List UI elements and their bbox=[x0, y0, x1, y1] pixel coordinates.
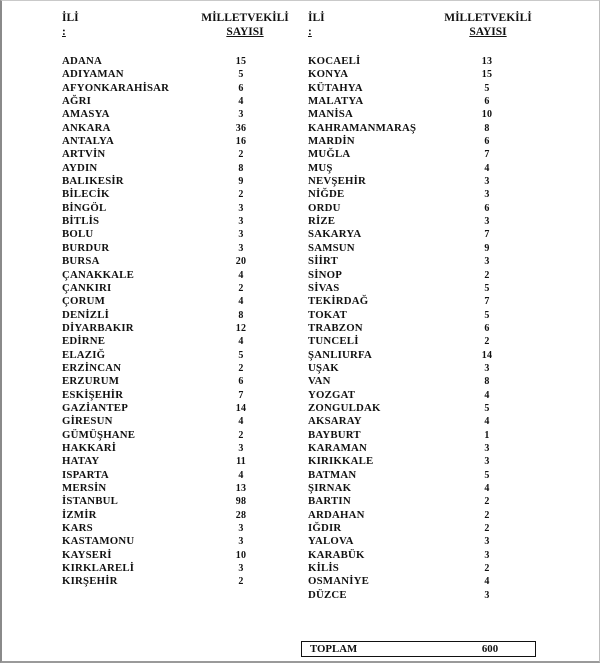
province-row bbox=[62, 402, 262, 415]
deputy-count: 3 bbox=[484, 216, 490, 228]
province-row bbox=[62, 135, 262, 148]
deputy-count: 4 bbox=[238, 269, 244, 281]
deputy-count: 4 bbox=[238, 296, 244, 308]
province-row bbox=[308, 429, 508, 442]
province-name: AYDIN bbox=[62, 161, 98, 174]
province-row bbox=[62, 429, 262, 442]
province-name: SAKARYA bbox=[308, 228, 362, 241]
deputy-count: 2 bbox=[238, 576, 244, 588]
province-row bbox=[62, 522, 262, 535]
province-row bbox=[62, 495, 262, 508]
province-name: GİRESUN bbox=[62, 415, 113, 428]
province-row bbox=[62, 389, 262, 402]
deputy-count: 4 bbox=[238, 96, 244, 108]
province-row bbox=[62, 509, 262, 522]
province-row bbox=[308, 55, 508, 68]
province-row bbox=[62, 215, 262, 228]
deputy-count: 11 bbox=[236, 456, 246, 468]
deputy-count: 6 bbox=[484, 96, 490, 108]
right-province-list bbox=[308, 55, 508, 602]
deputy-count: 9 bbox=[238, 176, 244, 188]
deputy-count: 3 bbox=[484, 589, 490, 601]
deputy-count: 2 bbox=[238, 429, 244, 441]
province-row bbox=[62, 482, 262, 495]
province-name: ADANA bbox=[62, 55, 102, 67]
province-name: TUNCELİ bbox=[308, 335, 359, 348]
deputy-count: 2 bbox=[484, 336, 490, 348]
deputy-count: 16 bbox=[235, 136, 247, 148]
province-row bbox=[308, 68, 508, 81]
province-name: ANKARA bbox=[62, 121, 111, 134]
deputy-count: 3 bbox=[484, 536, 490, 548]
province-row bbox=[308, 202, 508, 215]
total-box bbox=[301, 641, 536, 657]
province-row bbox=[62, 295, 262, 308]
province-name: MANİSA bbox=[308, 108, 353, 121]
province-name: BALIKESİR bbox=[62, 175, 124, 188]
province-row bbox=[308, 402, 508, 415]
province-name: SAMSUN bbox=[308, 241, 355, 254]
province-name: IĞDIR bbox=[308, 522, 342, 535]
province-name: KİLİS bbox=[308, 562, 340, 575]
deputy-count: 5 bbox=[484, 82, 490, 94]
province-name: VAN bbox=[308, 375, 331, 388]
province-row bbox=[62, 375, 262, 388]
province-row bbox=[308, 495, 508, 508]
province-name: ÇORUM bbox=[62, 295, 105, 308]
deputy-count: 10 bbox=[235, 549, 247, 561]
province-row bbox=[62, 55, 262, 68]
province-row bbox=[62, 95, 262, 108]
deputy-count: 4 bbox=[484, 416, 490, 428]
province-name: ELAZIĞ bbox=[62, 348, 106, 361]
deputy-count: 5 bbox=[484, 282, 490, 294]
province-name: HAKKARİ bbox=[62, 441, 117, 454]
province-name: ADIYAMAN bbox=[62, 68, 124, 81]
deputy-count: 3 bbox=[484, 549, 490, 561]
province-name: İZMİR bbox=[62, 508, 97, 521]
province-row bbox=[62, 575, 262, 588]
left-il-header bbox=[62, 11, 79, 39]
deputy-count: 14 bbox=[235, 402, 247, 414]
deputy-count: 3 bbox=[484, 256, 490, 268]
province-name: AĞRI bbox=[62, 95, 91, 108]
province-row bbox=[308, 108, 508, 121]
province-row bbox=[308, 509, 508, 522]
province-name: OSMANİYE bbox=[308, 575, 369, 588]
province-row bbox=[308, 188, 508, 201]
province-name: BOLU bbox=[62, 228, 94, 241]
province-name: BURSA bbox=[62, 255, 100, 268]
left-il-colon: : bbox=[62, 26, 66, 38]
province-row bbox=[308, 375, 508, 388]
province-name: NEVŞEHİR bbox=[308, 175, 366, 188]
province-row bbox=[308, 522, 508, 535]
deputy-count: 4 bbox=[238, 469, 244, 481]
province-name: KIRKLARELİ bbox=[62, 562, 135, 575]
province-name: KÜTAHYA bbox=[308, 81, 363, 94]
deputy-count: 5 bbox=[484, 469, 490, 481]
deputy-count: 6 bbox=[238, 376, 244, 388]
deputy-count: 3 bbox=[484, 189, 490, 201]
province-name: AFYONKARAHİSAR bbox=[62, 81, 170, 94]
province-name: ZONGULDAK bbox=[308, 401, 381, 414]
province-name: SİNOP bbox=[308, 268, 342, 281]
deputy-count: 15 bbox=[235, 56, 247, 67]
province-name: ARDAHAN bbox=[308, 508, 365, 521]
province-name: KOCAELİ bbox=[308, 55, 361, 67]
deputy-count: 2 bbox=[484, 496, 490, 508]
province-row bbox=[62, 228, 262, 241]
deputy-count: 3 bbox=[484, 362, 490, 374]
deputy-count: 3 bbox=[238, 242, 244, 254]
deputy-count: 5 bbox=[484, 402, 490, 414]
province-name: ARTVİN bbox=[62, 148, 106, 161]
deputy-count: 7 bbox=[484, 229, 490, 241]
province-name: UŞAK bbox=[308, 361, 339, 374]
province-row bbox=[62, 162, 262, 175]
province-name: MUĞLA bbox=[308, 148, 351, 161]
province-name: TOKAT bbox=[308, 308, 347, 321]
province-name: TRABZON bbox=[308, 321, 363, 334]
deputy-count: 7 bbox=[238, 389, 244, 401]
province-name: SİİRT bbox=[308, 255, 339, 268]
province-row bbox=[308, 415, 508, 428]
province-row bbox=[308, 135, 508, 148]
province-name: AMASYA bbox=[62, 108, 110, 121]
province-name: GAZİANTEP bbox=[62, 401, 128, 414]
deputy-count: 8 bbox=[238, 162, 244, 174]
province-row bbox=[308, 148, 508, 161]
deputy-count: 3 bbox=[484, 456, 490, 468]
province-name: DİYARBAKIR bbox=[62, 321, 134, 334]
province-name: BAYBURT bbox=[308, 428, 361, 441]
province-name: BİTLİS bbox=[62, 215, 100, 228]
province-name: KAYSERİ bbox=[62, 548, 112, 561]
province-row bbox=[62, 309, 262, 322]
province-row bbox=[62, 242, 262, 255]
province-name: ŞANLIURFA bbox=[308, 348, 372, 361]
province-name: ERZURUM bbox=[62, 375, 120, 388]
deputy-count: 6 bbox=[238, 82, 244, 94]
deputy-count: 5 bbox=[238, 349, 244, 361]
province-row bbox=[308, 362, 508, 375]
province-name: KAHRAMANMARAŞ bbox=[308, 121, 417, 134]
province-name: KONYA bbox=[308, 68, 349, 81]
right-count-label-2: SAYISI bbox=[469, 26, 507, 38]
province-name: YOZGAT bbox=[308, 388, 356, 401]
province-name: BATMAN bbox=[308, 468, 357, 481]
province-row bbox=[62, 335, 262, 348]
deputy-count: 3 bbox=[238, 109, 244, 121]
province-name: ERZİNCAN bbox=[62, 361, 122, 374]
province-name: DENİZLİ bbox=[62, 308, 110, 321]
deputy-count: 9 bbox=[484, 242, 490, 254]
province-name: KASTAMONU bbox=[62, 535, 135, 548]
province-name: EDİRNE bbox=[62, 335, 106, 348]
deputy-count: 3 bbox=[238, 536, 244, 548]
deputy-count: 5 bbox=[238, 69, 244, 81]
province-row bbox=[308, 575, 508, 588]
province-row bbox=[62, 108, 262, 121]
province-row bbox=[308, 122, 508, 135]
province-row bbox=[308, 309, 508, 322]
province-name: YALOVA bbox=[308, 535, 354, 548]
province-row bbox=[62, 269, 262, 282]
province-row bbox=[62, 362, 262, 375]
province-name: ÇANKIRI bbox=[62, 281, 112, 294]
deputy-count: 4 bbox=[484, 576, 490, 588]
province-name: ANTALYA bbox=[62, 135, 115, 148]
deputy-count: 8 bbox=[484, 376, 490, 388]
deputy-count: 28 bbox=[235, 509, 247, 521]
province-name: AKSARAY bbox=[308, 415, 362, 428]
left-province-list bbox=[62, 55, 262, 589]
deputy-count: 2 bbox=[484, 563, 490, 575]
deputy-count: 1 bbox=[484, 429, 490, 441]
province-name: KARAMAN bbox=[308, 441, 367, 454]
province-name: TEKİRDAĞ bbox=[308, 295, 369, 308]
deputy-count: 10 bbox=[481, 109, 493, 121]
deputy-count: 8 bbox=[484, 122, 490, 134]
province-row bbox=[308, 482, 508, 495]
province-name: MERSİN bbox=[62, 482, 107, 494]
province-row bbox=[62, 148, 262, 161]
deputy-count: 4 bbox=[484, 162, 490, 174]
province-row bbox=[62, 282, 262, 295]
province-name: RİZE bbox=[308, 215, 336, 228]
province-name: ISPARTA bbox=[62, 468, 109, 481]
deputy-count: 4 bbox=[238, 336, 244, 348]
province-row bbox=[308, 228, 508, 241]
province-row bbox=[308, 335, 508, 348]
left-il-label: İLİ bbox=[62, 12, 79, 24]
deputy-count: 3 bbox=[238, 563, 244, 575]
province-name: ÇANAKKALE bbox=[62, 268, 134, 281]
province-name: GÜMÜŞHANE bbox=[62, 428, 136, 441]
province-row bbox=[308, 549, 508, 562]
province-name: SİVAS bbox=[308, 281, 340, 294]
province-name: DÜZCE bbox=[308, 588, 347, 601]
province-name: MUŞ bbox=[308, 161, 333, 174]
province-row bbox=[308, 175, 508, 188]
deputy-count: 2 bbox=[238, 282, 244, 294]
province-row bbox=[62, 255, 262, 268]
province-name: HATAY bbox=[62, 455, 100, 468]
province-row bbox=[308, 162, 508, 175]
deputy-count: 3 bbox=[238, 523, 244, 535]
province-name: ESKİŞEHİR bbox=[62, 388, 124, 401]
province-name: KIRIKKALE bbox=[308, 455, 374, 468]
province-row bbox=[62, 68, 262, 81]
deputy-count: 6 bbox=[484, 202, 490, 214]
deputy-count: 12 bbox=[235, 322, 247, 334]
deputy-count: 13 bbox=[235, 483, 247, 494]
deputy-count: 2 bbox=[238, 362, 244, 374]
province-name: İSTANBUL bbox=[62, 495, 119, 508]
province-row bbox=[308, 349, 508, 362]
province-row bbox=[308, 562, 508, 575]
left-count-label-2: SAYISI bbox=[226, 26, 264, 38]
deputy-count: 7 bbox=[484, 296, 490, 308]
province-row bbox=[308, 82, 508, 95]
province-row bbox=[62, 122, 262, 135]
total-label: TOPLAM bbox=[310, 643, 358, 655]
province-row bbox=[62, 549, 262, 562]
province-row bbox=[62, 442, 262, 455]
province-name: BURDUR bbox=[62, 241, 110, 254]
province-row bbox=[308, 255, 508, 268]
province-row bbox=[62, 202, 262, 215]
province-name: MARDİN bbox=[308, 135, 355, 148]
right-count-label-1: MİLLETVEKİLİ bbox=[444, 12, 532, 24]
deputy-count: 2 bbox=[238, 149, 244, 161]
deputy-count: 5 bbox=[484, 309, 490, 321]
deputy-count: 3 bbox=[238, 229, 244, 241]
province-row bbox=[308, 282, 508, 295]
province-name: BİLECİK bbox=[62, 188, 110, 201]
deputy-count: 3 bbox=[238, 442, 244, 454]
deputy-count: 15 bbox=[481, 69, 493, 81]
province-row bbox=[62, 455, 262, 468]
deputy-count: 6 bbox=[484, 322, 490, 334]
province-row bbox=[62, 175, 262, 188]
province-name: KARS bbox=[62, 522, 93, 535]
deputy-count: 3 bbox=[238, 202, 244, 214]
province-name: NİĞDE bbox=[308, 188, 345, 201]
province-name: BİNGÖL bbox=[62, 201, 107, 214]
deputy-count: 3 bbox=[484, 442, 490, 454]
deputy-count: 2 bbox=[238, 189, 244, 201]
deputy-count: 7 bbox=[484, 149, 490, 161]
deputy-count: 2 bbox=[484, 509, 490, 521]
deputy-count: 4 bbox=[484, 483, 490, 494]
right-count-header bbox=[438, 11, 538, 39]
province-row bbox=[62, 562, 262, 575]
province-name: ŞIRNAK bbox=[308, 482, 352, 494]
province-row bbox=[308, 389, 508, 402]
province-name: MALATYA bbox=[308, 95, 364, 108]
province-row bbox=[308, 269, 508, 282]
province-row bbox=[308, 95, 508, 108]
deputy-count: 4 bbox=[238, 416, 244, 428]
right-il-colon: : bbox=[308, 26, 312, 38]
deputy-count: 20 bbox=[235, 256, 247, 268]
deputy-count: 3 bbox=[484, 176, 490, 188]
province-row bbox=[308, 469, 508, 482]
province-row bbox=[308, 455, 508, 468]
province-row bbox=[308, 535, 508, 548]
province-name: BARTIN bbox=[308, 495, 351, 508]
province-row bbox=[308, 242, 508, 255]
deputy-count: 4 bbox=[484, 389, 490, 401]
province-row bbox=[308, 589, 508, 602]
province-name: KIRŞEHİR bbox=[62, 575, 118, 588]
deputy-count: 3 bbox=[238, 216, 244, 228]
province-row bbox=[308, 215, 508, 228]
province-row bbox=[62, 469, 262, 482]
province-row bbox=[62, 188, 262, 201]
province-name: KARABÜK bbox=[308, 548, 365, 561]
province-row bbox=[308, 295, 508, 308]
deputy-count: 36 bbox=[235, 122, 247, 134]
left-count-label-1: MİLLETVEKİLİ bbox=[201, 12, 289, 24]
deputy-count: 98 bbox=[235, 496, 247, 508]
province-row bbox=[62, 82, 262, 95]
province-name: ORDU bbox=[308, 201, 341, 214]
deputy-count: 2 bbox=[484, 269, 490, 281]
right-il-header bbox=[308, 11, 325, 39]
province-row bbox=[62, 349, 262, 362]
deputy-count: 13 bbox=[481, 56, 493, 67]
deputy-count: 2 bbox=[484, 523, 490, 535]
province-row bbox=[62, 322, 262, 335]
left-count-header bbox=[195, 11, 295, 39]
deputy-count: 8 bbox=[238, 309, 244, 321]
province-row bbox=[308, 322, 508, 335]
province-row bbox=[62, 415, 262, 428]
deputy-count: 14 bbox=[481, 349, 493, 361]
province-row bbox=[308, 442, 508, 455]
deputy-count: 6 bbox=[484, 136, 490, 148]
province-row bbox=[62, 535, 262, 548]
right-il-label: İLİ bbox=[308, 12, 325, 24]
total-value: 600 bbox=[481, 643, 499, 655]
